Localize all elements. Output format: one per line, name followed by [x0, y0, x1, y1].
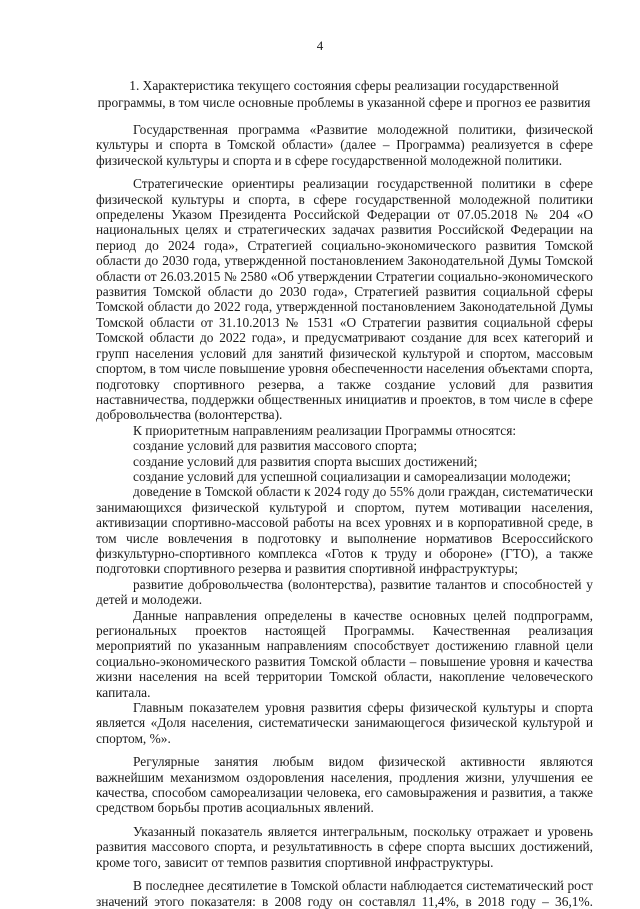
paragraph-priorities-intro: К приоритетным направлениям реализации Программы относятся:	[133, 422, 517, 438]
section-heading: 1. Характеристика текущего состояния сферы реализации государственной программы, в том числе основные проблемы в указанной сфере и прогноз ее развития	[97, 78, 591, 110]
paragraph-directions-goals: Данные направления определены в качестве основных целей подпрограмм, региональных проектов настоящей Программы. Качественная реализация мероприятий по указанным направлениям способствует достижению главной цели социально-экономического развития Томской области – повышение уровня и качества жизни населения на всей территории Томской области, накопление человеческого капитала.	[96, 607, 593, 700]
paragraph-physical-activity: Регулярные занятия любым видом физической активности являются важнейшим механизмом оздоровления населения, продления жизни, улучшения ее качества, способом самореализации человека, его самовыражения и развития, а также средством борьбы против асоциальных явлений.	[96, 754, 593, 816]
list-item-volunteering: развитие добровольчества (волонтерства), развитие талантов и способностей у детей и молодежи.	[96, 576, 593, 608]
paragraph-integral-indicator: Указанный показатель является интегральным, поскольку отражает и уровень развития массового спорта, и результативность в сфере спорта высших достижений, кроме того, зависит от темпов развития спортивной инфраструктуры.	[96, 823, 593, 870]
paragraph-growth-trend: В последнее десятилетие в Томской области наблюдается систематический рост значений этого показателя: в 2008 году он составлял 11,4%, в 2018 году – 36,1%.	[96, 878, 593, 909]
list-item-elite-sport: создание условий для развития спорта высших достижений;	[133, 453, 478, 469]
document-body	[96, 122, 593, 909]
paragraph-strategic-guidelines: Стратегические ориентиры реализации государственной политики в сфере физической культуры и спорта, в сфере государственной молодежной политики определены Указом Президента Российской Федерации от 07.05.2018 № 204 «О национальных целях и стратегических задачах развития Российской Федерации на период до 2024 года», Стратегией социально-экономического развития Томской области до 2030 года, утвержденной постановлением Законодательной Думы Томской области от 26.03.2015 № 2580 «Об утверждении Стратегии социально-экономического развития Томской области до 2030 года», Стратегией развития социальной сферы Томской области до 2022 года, утвержденной постановлением Законодательной Думы Томской области от 31.10.2013 № 1531 «О Стратегии развития социальной сферы Томской области до 2022 года», и предусматривают создание для всех категорий и групп населения условий для занятий физической культурой и спортом, массовым спортом, в том числе повышение уровня обеспеченности населения объектами спорта, подготовку спортивного резерва, а также создание условий для развития наставничества, поддержки общественных инициатив и проектов, в том числе в сфере добровольчества (волонтерства).	[96, 176, 593, 423]
list-item-gto-target: доведение в Томской области к 2024 году до 55% доли граждан, систематически занимающихся физической культурой и спортом, путем мотивации населения, активизации спортивно-массовой работы на всех уровнях и в корпоративной среде, в том числе вовлечения в подготовку и выполнение нормативов Всероссийского физкультурно-спортивного комплекса «Готов к труду и обороне» (ГТО), а также подготовки спортивного резерва и развития спортивной инфраструктуры;	[96, 484, 593, 577]
paragraph-program-intro: Государственная программа «Развитие молодежной политики, физической культуры и спорта в Томской области» (далее – Программа) реализуется в сфере физической культуры и спорта и в сфере государственной молодежной политики.	[96, 122, 593, 168]
paragraph-main-indicator: Главным показателем уровня развития сферы физической культуры и спорта является «Доля населения, систематически занимающегося физической культурой и спортом, %».	[96, 700, 593, 746]
page-number: 4	[316, 38, 324, 53]
list-item-mass-sport: создание условий для развития массового спорта;	[133, 438, 418, 454]
list-item-youth-socialization: создание условий для успешной социализации и самореализации молодежи;	[133, 468, 571, 484]
